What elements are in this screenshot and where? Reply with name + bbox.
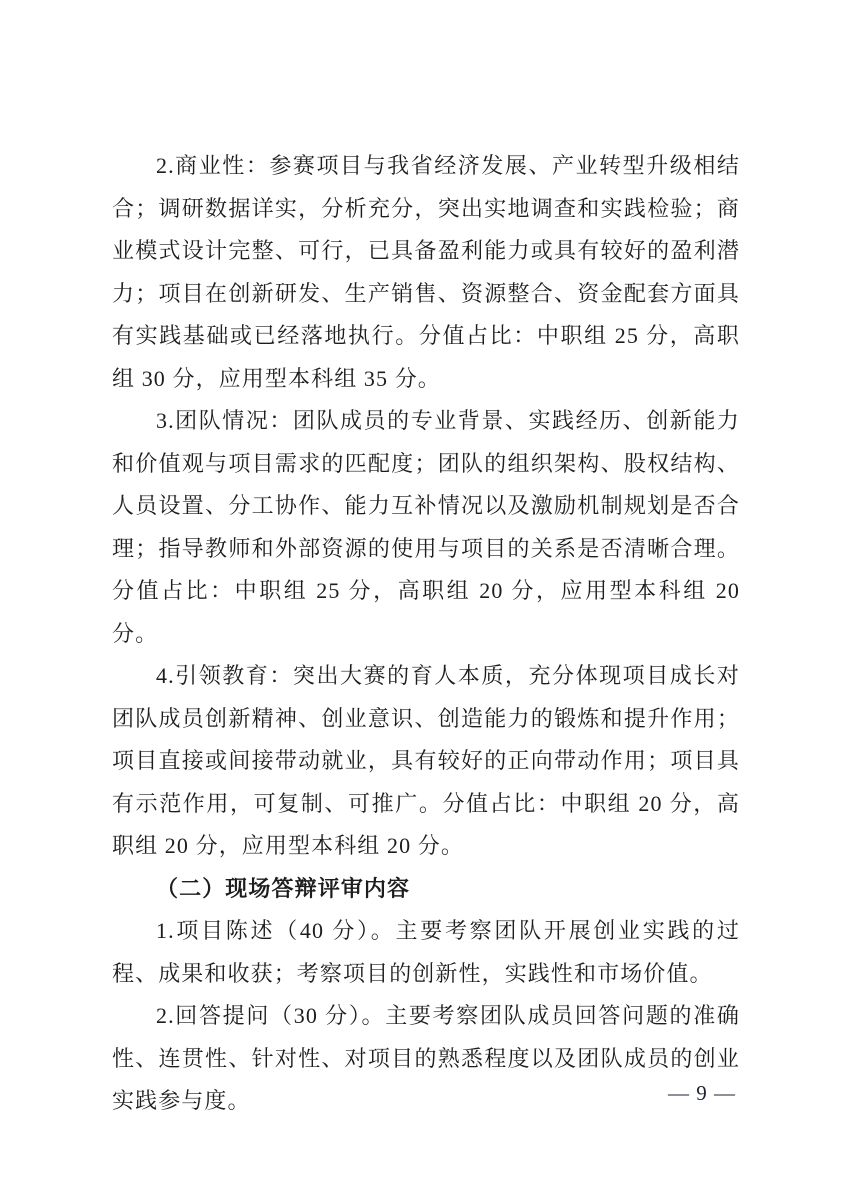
paragraph-team-criterion: 3.团队情况：团队成员的专业背景、实践经历、创新能力和价值观与项目需求的匹配度；团队的组织架构、股权结构、人员设置、分工协作、能力互补情况以及激励机制规划是否合理；指导教师和外部资源的使用与项目的关系是否清晰合理。分值占比：中职组 25 分，高职组 20 分，应用型本科组 20 分。 (112, 408, 740, 646)
paragraph-education-criterion: 4.引领教育：突出大赛的育人本质，充分体现项目成长对团队成员创新精神、创业意识、创造能力的锻炼和提升作用；项目直接或间接带动就业，具有较好的正向带动作用；项目具有示范作用，可复制、可推广。分值占比：中职组 20 分，高职组 20 分，应用型本科组 20 分。 (112, 663, 740, 858)
paragraph-question-answer: 2.回答提问（30 分）。主要考察团队成员回答问题的准确性、连贯性、针对性、对项目的熟悉程度以及团队成员的创业实践参与度。 (112, 1003, 740, 1113)
heading-onsite-defense-review: （二）现场答辩评审内容 (156, 875, 411, 901)
paragraph-project-presentation: 1.项目陈述（40 分）。主要考察团队开展创业实践的过程、成果和收获；考察项目的创新性，实践性和市场价值。 (112, 918, 740, 986)
paragraph-commercial-criterion: 2.商业性：参赛项目与我省经济发展、产业转型升级相结合；调研数据详实，分析充分，突出实地调查和实践检验；商业模式设计完整、可行，已具备盈利能力或具有较好的盈利潜力；项目在创新研发、生产销售、资源整合、资金配套方面具有实践基础或已经落地执行。分值占比：中职组 25 分，高职组 30 分，应用型本科组 35 分。 (112, 153, 740, 391)
page-number: — 9 — (668, 1081, 736, 1105)
document-body (112, 145, 740, 1123)
